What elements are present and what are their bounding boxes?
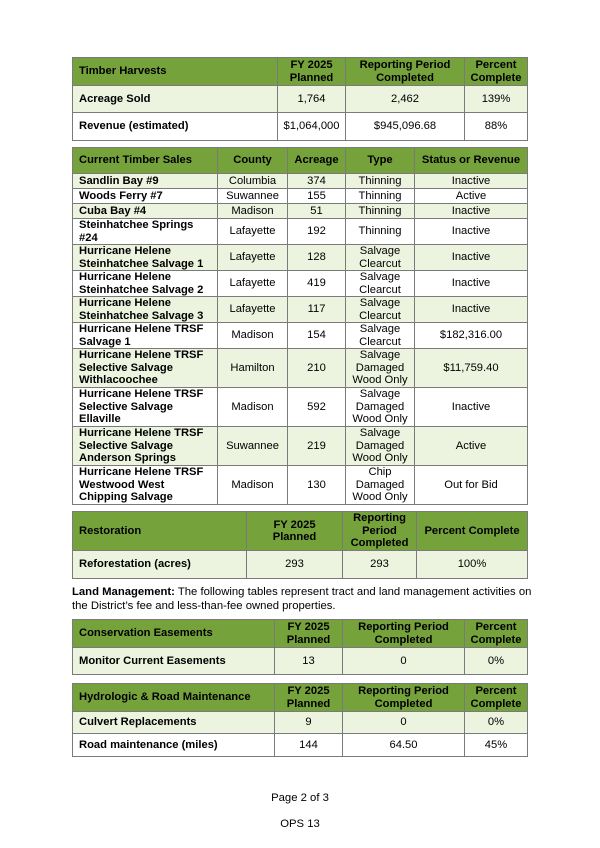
table-cell: 139% <box>465 86 528 113</box>
table-row <box>73 204 528 219</box>
table-cell: Inactive <box>415 271 528 297</box>
land-management-paragraph <box>72 586 534 613</box>
table-cell: 293 <box>343 551 417 579</box>
table-row <box>73 323 528 349</box>
table-cell: Thinning <box>346 219 415 245</box>
table-cell: 128 <box>288 245 346 271</box>
table-cell: Madison <box>218 388 288 427</box>
column-header: Type <box>346 148 415 174</box>
column-header: Reporting Period Completed <box>343 512 417 551</box>
table-header-row <box>73 512 528 551</box>
table-cell: 192 <box>288 219 346 245</box>
timber-harvests-table <box>72 57 528 141</box>
table-row <box>73 466 528 505</box>
column-header: County <box>218 148 288 174</box>
table-cell: 0% <box>465 648 528 675</box>
table-cell: 45% <box>465 734 528 757</box>
table-cell: Active <box>415 427 528 466</box>
conservation-easements-table <box>72 619 528 675</box>
table-cell: 154 <box>288 323 346 349</box>
table-row <box>73 297 528 323</box>
column-header: Reporting Period Completed <box>346 58 465 86</box>
hydrologic-road-maintenance-table <box>72 683 528 757</box>
row-label: Road maintenance (miles) <box>73 734 275 757</box>
table-cell: 117 <box>288 297 346 323</box>
column-header: FY 2025 Planned <box>275 620 343 648</box>
row-label: Acreage Sold <box>73 86 278 113</box>
table-cell: Inactive <box>415 245 528 271</box>
row-label: Steinhatchee Springs #24 <box>73 219 218 245</box>
table-cell: Inactive <box>415 204 528 219</box>
table-row <box>73 734 528 757</box>
table-cell: Inactive <box>415 388 528 427</box>
table-cell: 0 <box>343 648 465 675</box>
column-header: Percent Complete <box>417 512 528 551</box>
table-row <box>73 86 528 113</box>
document-code: OPS 13 <box>280 818 320 830</box>
table-cell: Salvage Damaged Wood Only <box>346 388 415 427</box>
table-cell: 9 <box>275 712 343 734</box>
row-label: Culvert Replacements <box>73 712 275 734</box>
column-header: Acreage <box>288 148 346 174</box>
table-cell: Salvage Clearcut <box>346 297 415 323</box>
column-header: Restoration <box>73 512 247 551</box>
table-cell: Thinning <box>346 204 415 219</box>
table-row <box>73 427 528 466</box>
table-cell: 1,764 <box>278 86 346 113</box>
table-cell: Lafayette <box>218 219 288 245</box>
table-row <box>73 245 528 271</box>
row-label: Hurricane Helene Steinhatchee Salvage 2 <box>73 271 218 297</box>
table-cell: $182,316.00 <box>415 323 528 349</box>
table-cell: 374 <box>288 174 346 189</box>
table-cell: 100% <box>417 551 528 579</box>
row-label: Revenue (estimated) <box>73 113 278 141</box>
table-cell: $11,759.40 <box>415 349 528 388</box>
table-cell: 219 <box>288 427 346 466</box>
column-header: Percent Complete <box>465 58 528 86</box>
row-label: Hurricane Helene Steinhatchee Salvage 3 <box>73 297 218 323</box>
row-label: Monitor Current Easements <box>73 648 275 675</box>
table-row <box>73 219 528 245</box>
table-cell: Inactive <box>415 297 528 323</box>
table-cell: Columbia <box>218 174 288 189</box>
column-header: Status or Revenue <box>415 148 528 174</box>
page-number: Page 2 of 3 <box>271 792 329 804</box>
table-cell: Lafayette <box>218 245 288 271</box>
column-header: Reporting Period Completed <box>343 620 465 648</box>
column-header: FY 2025 Planned <box>275 684 343 712</box>
table-cell: Lafayette <box>218 271 288 297</box>
column-header: Current Timber Sales <box>73 148 218 174</box>
table-row <box>73 349 528 388</box>
table-cell: $1,064,000 <box>278 113 346 141</box>
column-header: Reporting Period Completed <box>343 684 465 712</box>
table-header-row <box>73 148 528 174</box>
row-label: Sandlin Bay #9 <box>73 174 218 189</box>
table-cell: Lafayette <box>218 297 288 323</box>
column-header: FY 2025 Planned <box>247 512 343 551</box>
table-cell: Salvage Damaged Wood Only <box>346 427 415 466</box>
table-cell: 419 <box>288 271 346 297</box>
table-cell: 0 <box>343 712 465 734</box>
table-cell: Out for Bid <box>415 466 528 505</box>
table-cell: Salvage Clearcut <box>346 271 415 297</box>
table-cell: 13 <box>275 648 343 675</box>
table-cell: 51 <box>288 204 346 219</box>
table-cell: 64.50 <box>343 734 465 757</box>
row-label: Hurricane Helene TRSF Westwood West Chipping Salvage <box>73 466 218 505</box>
table-cell: Madison <box>218 204 288 219</box>
table-row <box>73 551 528 579</box>
restoration-table <box>72 511 528 579</box>
table-cell: 0% <box>465 712 528 734</box>
table-row <box>73 271 528 297</box>
row-label: Hurricane Helene TRSF Selective Salvage Ellaville <box>73 388 218 427</box>
table-cell: 293 <box>247 551 343 579</box>
table-row <box>73 388 528 427</box>
table-cell: Salvage Clearcut <box>346 245 415 271</box>
table-cell: 130 <box>288 466 346 505</box>
column-header: Hydrologic & Road Maintenance <box>73 684 275 712</box>
current-timber-sales-table <box>72 147 528 505</box>
row-label: Hurricane Helene TRSF Selective Salvage Anderson Springs <box>73 427 218 466</box>
land-management-text: The following tables represent tract and land management activities on the District’s fee and less-than-fee owned properties. <box>72 586 532 612</box>
table-cell: Salvage Damaged Wood Only <box>346 349 415 388</box>
row-label: Hurricane Helene TRSF Salvage 1 <box>73 323 218 349</box>
land-management-heading: Land Management: <box>72 586 175 598</box>
table-cell: Inactive <box>415 219 528 245</box>
table-cell: 155 <box>288 189 346 204</box>
table-cell: Active <box>415 189 528 204</box>
table-row <box>73 712 528 734</box>
table-cell: 210 <box>288 349 346 388</box>
table-row <box>73 648 528 675</box>
table-cell: Suwannee <box>218 427 288 466</box>
row-label: Woods Ferry #7 <box>73 189 218 204</box>
column-header: FY 2025 Planned <box>278 58 346 86</box>
table-cell: Inactive <box>415 174 528 189</box>
row-label: Hurricane Helene TRSF Selective Salvage Withlacoochee <box>73 349 218 388</box>
row-label: Reforestation (acres) <box>73 551 247 579</box>
column-header: Percent Complete <box>465 620 528 648</box>
table-cell: Hamilton <box>218 349 288 388</box>
table-header-row <box>73 620 528 648</box>
table-row <box>73 174 528 189</box>
row-label: Hurricane Helene Steinhatchee Salvage 1 <box>73 245 218 271</box>
column-header: Percent Complete <box>465 684 528 712</box>
table-cell: 2,462 <box>346 86 465 113</box>
table-cell: 88% <box>465 113 528 141</box>
table-cell: Salvage Clearcut <box>346 323 415 349</box>
column-header: Conservation Easements <box>73 620 275 648</box>
table-row <box>73 113 528 141</box>
table-cell: 144 <box>275 734 343 757</box>
table-cell: Suwannee <box>218 189 288 204</box>
table-cell: Chip Damaged Wood Only <box>346 466 415 505</box>
table-cell: Thinning <box>346 189 415 204</box>
row-label: Cuba Bay #4 <box>73 204 218 219</box>
table-cell: $945,096.68 <box>346 113 465 141</box>
table-row <box>73 189 528 204</box>
table-header-row <box>73 58 528 86</box>
table-cell: 592 <box>288 388 346 427</box>
column-header: Timber Harvests <box>73 58 278 86</box>
table-cell: Thinning <box>346 174 415 189</box>
table-cell: Madison <box>218 466 288 505</box>
table-header-row <box>73 684 528 712</box>
table-cell: Madison <box>218 323 288 349</box>
